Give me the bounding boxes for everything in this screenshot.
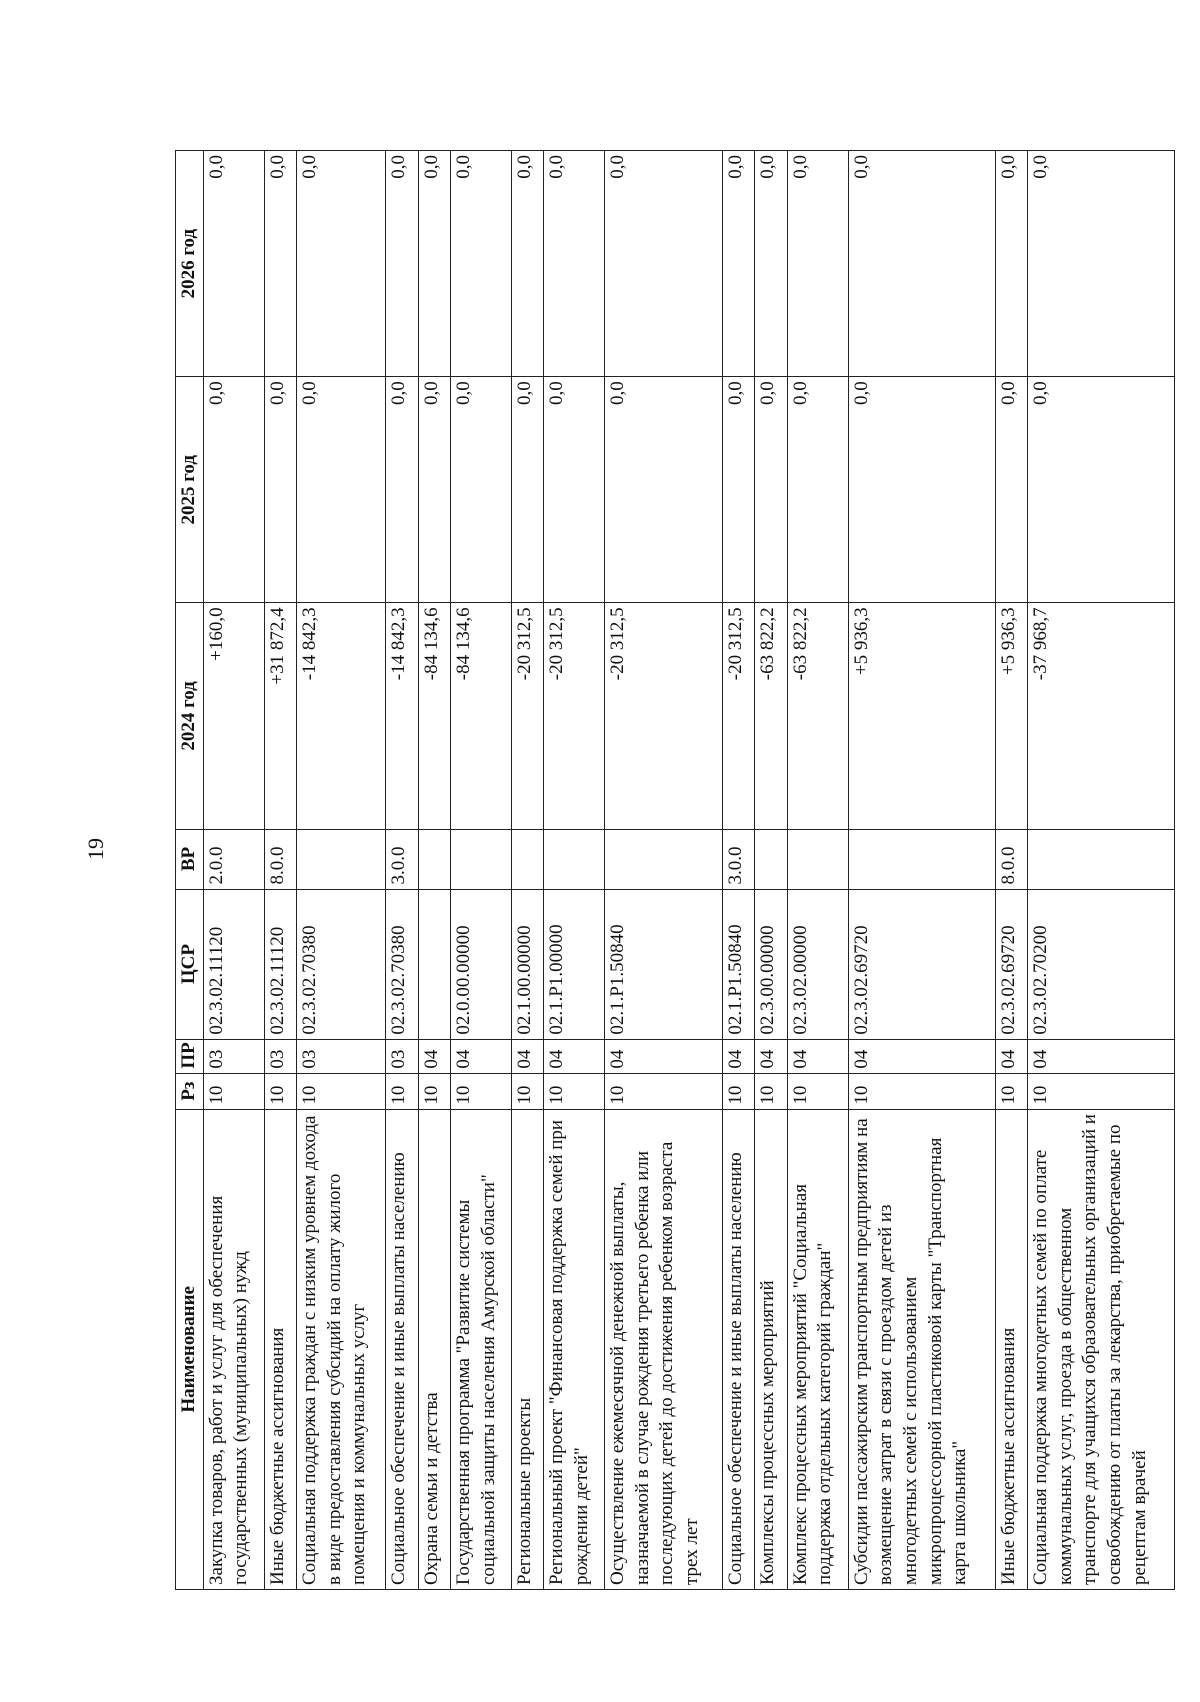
- cell-2025: 0,0: [995, 377, 1027, 603]
- cell-vr: [848, 829, 995, 889]
- cell-vr: [755, 829, 787, 889]
- table-row: [723, 151, 755, 1590]
- cell-csr: 02.3.02.70380: [386, 889, 418, 1039]
- table-header-row: [176, 151, 204, 1590]
- cell-csr: 02.1.P1.50840: [604, 889, 722, 1039]
- table-row: [203, 151, 264, 1590]
- cell-vr: 8.0.0: [264, 829, 296, 889]
- cell-pr: 03: [264, 1039, 296, 1073]
- cell-2026: 0,0: [723, 151, 755, 377]
- cell-2026: 0,0: [264, 151, 296, 377]
- cell-vr: [418, 829, 450, 889]
- cell-rz: 10: [787, 1073, 848, 1109]
- table-row: [418, 151, 450, 1590]
- cell-2025: 0,0: [511, 377, 543, 603]
- cell-2024: +160,0: [203, 603, 264, 829]
- cell-2025: 0,0: [848, 377, 995, 603]
- cell-rz: 10: [264, 1073, 296, 1109]
- cell-rz: 10: [604, 1073, 722, 1109]
- cell-vr: [511, 829, 543, 889]
- cell-rz: 10: [511, 1073, 543, 1109]
- cell-2024: -14 842,3: [386, 603, 418, 829]
- cell-rz: 10: [1027, 1073, 1174, 1109]
- cell-2026: 0,0: [450, 151, 511, 377]
- cell-csr: 02.3.02.11120: [203, 889, 264, 1039]
- header-rz: Рз: [176, 1073, 204, 1109]
- cell-2026: 0,0: [511, 151, 543, 377]
- header-2026: 2026 год: [176, 151, 204, 377]
- cell-csr: 02.0.00.00000: [450, 889, 511, 1039]
- cell-2024: -20 312,5: [543, 603, 604, 829]
- cell-rz: 10: [755, 1073, 787, 1109]
- cell-2024: -14 842,3: [296, 603, 386, 829]
- cell-2026: 0,0: [386, 151, 418, 377]
- cell-2025: 0,0: [386, 377, 418, 603]
- cell-2024: -63 822,2: [787, 603, 848, 829]
- cell-pr: 04: [511, 1039, 543, 1073]
- cell-csr: 02.3.02.70200: [1027, 889, 1174, 1039]
- cell-name: Комплекс процессных мероприятий "Социальная поддержка отдельных категорий граждан": [787, 1109, 848, 1589]
- header-2025: 2025 год: [176, 377, 204, 603]
- cell-rz: 10: [296, 1073, 386, 1109]
- table-row: [1027, 151, 1174, 1590]
- cell-rz: 10: [995, 1073, 1027, 1109]
- cell-name: Комплексы процессных мероприятий: [755, 1109, 787, 1589]
- cell-2025: 0,0: [604, 377, 722, 603]
- cell-csr: 02.1.P1.50840: [723, 889, 755, 1039]
- table-row: [296, 151, 386, 1590]
- header-vr: ВР: [176, 829, 204, 889]
- cell-csr: [418, 889, 450, 1039]
- cell-csr: 02.3.02.11120: [264, 889, 296, 1039]
- header-pr: ПР: [176, 1039, 204, 1073]
- cell-2026: 0,0: [604, 151, 722, 377]
- cell-2024: -63 822,2: [755, 603, 787, 829]
- cell-2024: -20 312,5: [511, 603, 543, 829]
- cell-2026: 0,0: [418, 151, 450, 377]
- cell-pr: 04: [1027, 1039, 1174, 1073]
- cell-rz: 10: [723, 1073, 755, 1109]
- cell-name: Субсидии пассажирским транспортным предприятиям на возмещение затрат в связи с проездом детей из многодетных семей с использованием микропроцессорной пластиковой карты "Транспортная карта школьника": [848, 1109, 995, 1589]
- cell-2025: 0,0: [296, 377, 386, 603]
- cell-2025: 0,0: [723, 377, 755, 603]
- cell-csr: 02.3.00.00000: [755, 889, 787, 1039]
- cell-2024: +5 936,3: [995, 603, 1027, 829]
- cell-pr: 03: [386, 1039, 418, 1073]
- cell-2026: 0,0: [203, 151, 264, 377]
- cell-pr: 04: [450, 1039, 511, 1073]
- cell-csr: 02.1.00.00000: [511, 889, 543, 1039]
- cell-vr: [296, 829, 386, 889]
- cell-2026: 0,0: [848, 151, 995, 377]
- cell-2025: 0,0: [203, 377, 264, 603]
- cell-pr: 04: [418, 1039, 450, 1073]
- cell-pr: 04: [604, 1039, 722, 1073]
- cell-rz: 10: [848, 1073, 995, 1109]
- cell-rz: 10: [450, 1073, 511, 1109]
- table-row: [604, 151, 722, 1590]
- cell-vr: [604, 829, 722, 889]
- cell-2025: 0,0: [787, 377, 848, 603]
- table-row: [264, 151, 296, 1590]
- cell-name: Социальная поддержка граждан с низким уровнем дохода в виде предоставления субсидий на оплату жилого помещения и коммунальных услуг: [296, 1109, 386, 1589]
- page-number: 19: [83, 838, 108, 860]
- cell-vr: [787, 829, 848, 889]
- cell-2024: +5 936,3: [848, 603, 995, 829]
- cell-pr: 04: [755, 1039, 787, 1073]
- cell-name: Иные бюджетные ассигнования: [995, 1109, 1027, 1589]
- cell-2025: 0,0: [264, 377, 296, 603]
- cell-name: Государственная программа "Развитие системы социальной защиты населения Амурской области": [450, 1109, 511, 1589]
- cell-2026: 0,0: [296, 151, 386, 377]
- table-row: [848, 151, 995, 1590]
- cell-rz: 10: [418, 1073, 450, 1109]
- table-row: [755, 151, 787, 1590]
- table-rotation-frame: [175, 150, 1175, 1590]
- table-row: [543, 151, 604, 1590]
- cell-csr: 02.3.02.70380: [296, 889, 386, 1039]
- cell-pr: 04: [723, 1039, 755, 1073]
- cell-2026: 0,0: [543, 151, 604, 377]
- cell-rz: 10: [203, 1073, 264, 1109]
- cell-name: Охрана семьи и детства: [418, 1109, 450, 1589]
- cell-name: Закупка товаров, работ и услуг для обеспечения государственных (муниципальных) нужд: [203, 1109, 264, 1589]
- header-name: Наименование: [176, 1109, 204, 1589]
- table-row: [511, 151, 543, 1590]
- cell-2025: 0,0: [1027, 377, 1174, 603]
- cell-2024: -20 312,5: [723, 603, 755, 829]
- cell-2024: -37 968,7: [1027, 603, 1174, 829]
- cell-name: Социальное обеспечение и иные выплаты населению: [386, 1109, 418, 1589]
- cell-rz: 10: [543, 1073, 604, 1109]
- budget-table: [175, 150, 1175, 1590]
- cell-2026: 0,0: [755, 151, 787, 377]
- cell-vr: 3.0.0: [386, 829, 418, 889]
- cell-2025: 0,0: [543, 377, 604, 603]
- cell-pr: 04: [543, 1039, 604, 1073]
- cell-csr: 02.3.02.69720: [848, 889, 995, 1039]
- cell-vr: 8.0.0: [995, 829, 1027, 889]
- cell-name: Социальное обеспечение и иные выплаты населению: [723, 1109, 755, 1589]
- cell-pr: 03: [296, 1039, 386, 1073]
- cell-name: Региональный проект "Финансовая поддержка семей при рождении детей": [543, 1109, 604, 1589]
- cell-vr: 2.0.0: [203, 829, 264, 889]
- cell-2024: -20 312,5: [604, 603, 722, 829]
- cell-2024: -84 134,6: [418, 603, 450, 829]
- cell-2026: 0,0: [995, 151, 1027, 377]
- cell-2025: 0,0: [418, 377, 450, 603]
- cell-vr: [450, 829, 511, 889]
- cell-vr: [1027, 829, 1174, 889]
- header-csr: ЦСР: [176, 889, 204, 1039]
- cell-name: Социальная поддержка многодетных семей по оплате коммунальных услуг, проезда в общественном транспорте для учащихся образовательных организаций и освобождению от платы за лекарства, приобретаемые по рецептам врачей: [1027, 1109, 1174, 1589]
- cell-2024: -84 134,6: [450, 603, 511, 829]
- cell-2025: 0,0: [755, 377, 787, 603]
- cell-csr: 02.3.02.69720: [995, 889, 1027, 1039]
- cell-csr: 02.3.02.00000: [787, 889, 848, 1039]
- cell-name: Иные бюджетные ассигнования: [264, 1109, 296, 1589]
- cell-2024: +31 872,4: [264, 603, 296, 829]
- cell-pr: 04: [787, 1039, 848, 1073]
- table-body: [203, 151, 1174, 1590]
- cell-vr: 3.0.0: [723, 829, 755, 889]
- cell-2025: 0,0: [450, 377, 511, 603]
- table-row: [995, 151, 1027, 1590]
- cell-pr: 04: [995, 1039, 1027, 1073]
- cell-pr: 04: [848, 1039, 995, 1073]
- header-2024: 2024 год: [176, 603, 204, 829]
- cell-csr: 02.1.P1.00000: [543, 889, 604, 1039]
- cell-rz: 10: [386, 1073, 418, 1109]
- cell-name: Региональные проекты: [511, 1109, 543, 1589]
- table-row: [450, 151, 511, 1590]
- cell-2026: 0,0: [1027, 151, 1174, 377]
- cell-2026: 0,0: [787, 151, 848, 377]
- table-row: [787, 151, 848, 1590]
- cell-name: Осуществление ежемесячной денежной выплаты, назначаемой в случае рождения третьего ребенка или последующих детей до достижения ребенком возраста трех лет: [604, 1109, 722, 1589]
- table-row: [386, 151, 418, 1590]
- cell-pr: 03: [203, 1039, 264, 1073]
- cell-vr: [543, 829, 604, 889]
